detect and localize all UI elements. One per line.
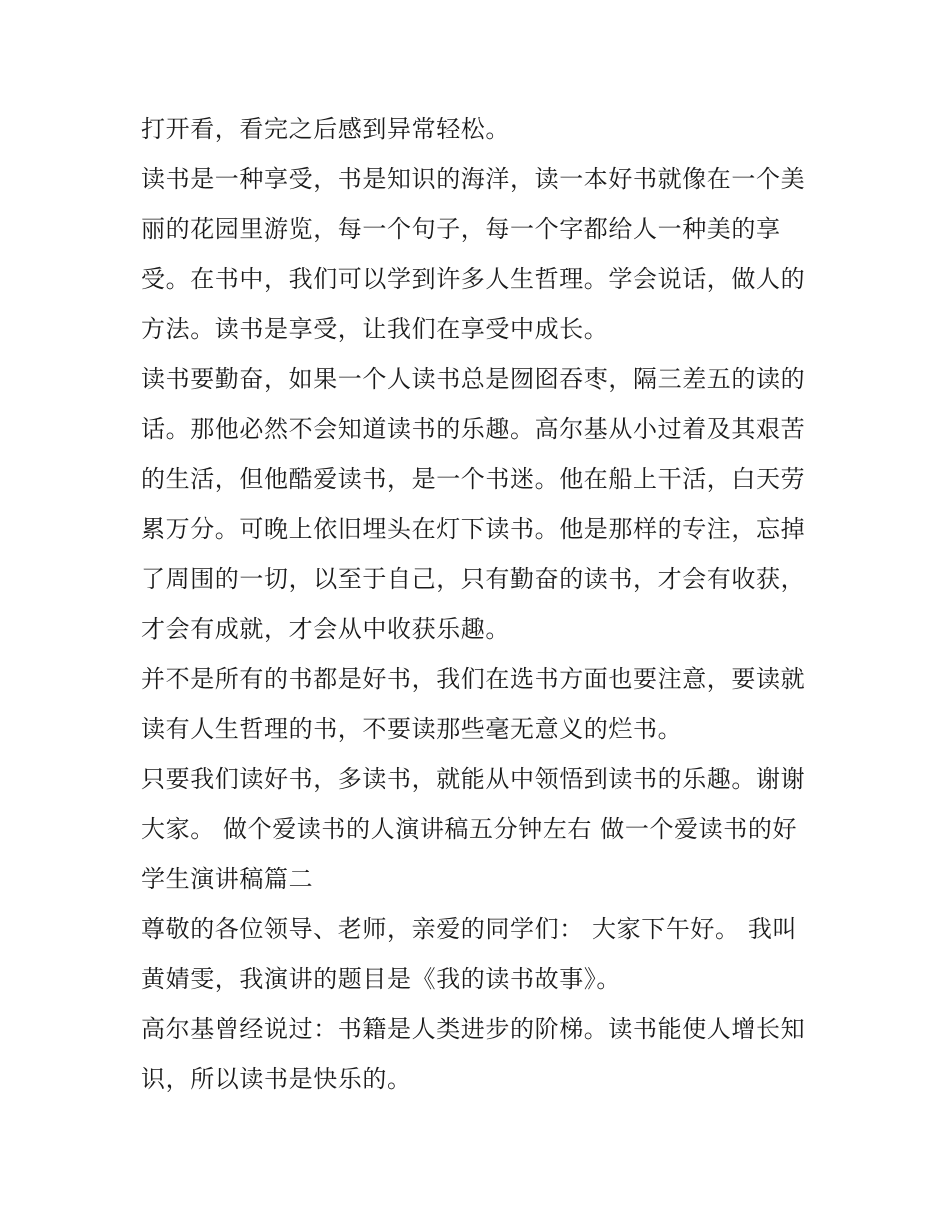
text-line: 读书是一种享受，书是知识的海洋，读一本好书就像在一个美 <box>141 165 806 193</box>
text-line: 大家。 做个爱读书的人演讲稿五分钟左右 做一个爱读书的好 <box>141 815 798 843</box>
text-line: 尊敬的各位领导、老师，亲爱的同学们： 大家下午好。 我叫 <box>141 915 798 943</box>
text-line: 读书要勤奋，如果一个人读书总是囫囵吞枣，隔三差五的读的 <box>141 365 806 393</box>
document-body <box>141 104 821 1104</box>
text-line: 的生活，但他酷爱读书，是一个书迷。他在船上干活，白天劳 <box>141 465 806 493</box>
text-line: 才会有成就，才会从中收获乐趣。 <box>141 615 510 643</box>
text-line: 打开看，看完之后感到异常轻松。 <box>141 115 510 143</box>
text-line: 黄婧雯，我演讲的题目是《我的读书故事》。 <box>141 965 621 993</box>
text-line: 话。那他必然不会知道读书的乐趣。高尔基从小过着及其艰苦 <box>141 415 806 443</box>
text-line: 方法。读书是享受，让我们在享受中成长。 <box>141 315 609 343</box>
text-line: 学生演讲稿篇二 <box>141 865 314 893</box>
text-line: 丽的花园里游览，每一个句子，每一个字都给人一种美的享 <box>141 215 781 243</box>
text-line: 受。在书中，我们可以学到许多人生哲理。学会说话，做人的 <box>141 265 806 293</box>
text-line: 识，所以读书是快乐的。 <box>141 1065 412 1093</box>
text-line: 累万分。可晚上依旧埋头在灯下读书。他是那样的专注，忘掉 <box>141 515 806 543</box>
text-line: 读有人生哲理的书，不要读那些毫无意义的烂书。 <box>141 715 683 743</box>
text-line: 高尔基曾经说过：书籍是人类进步的阶梯。读书能使人增长知 <box>141 1015 806 1043</box>
text-line: 并不是所有的书都是好书，我们在选书方面也要注意，要读就 <box>141 665 806 693</box>
text-line: 了周围的一切，以至于自己，只有勤奋的读书，才会有收获， <box>141 565 806 593</box>
text-line: 只要我们读好书，多读书，就能从中领悟到读书的乐趣。谢谢 <box>141 765 806 793</box>
